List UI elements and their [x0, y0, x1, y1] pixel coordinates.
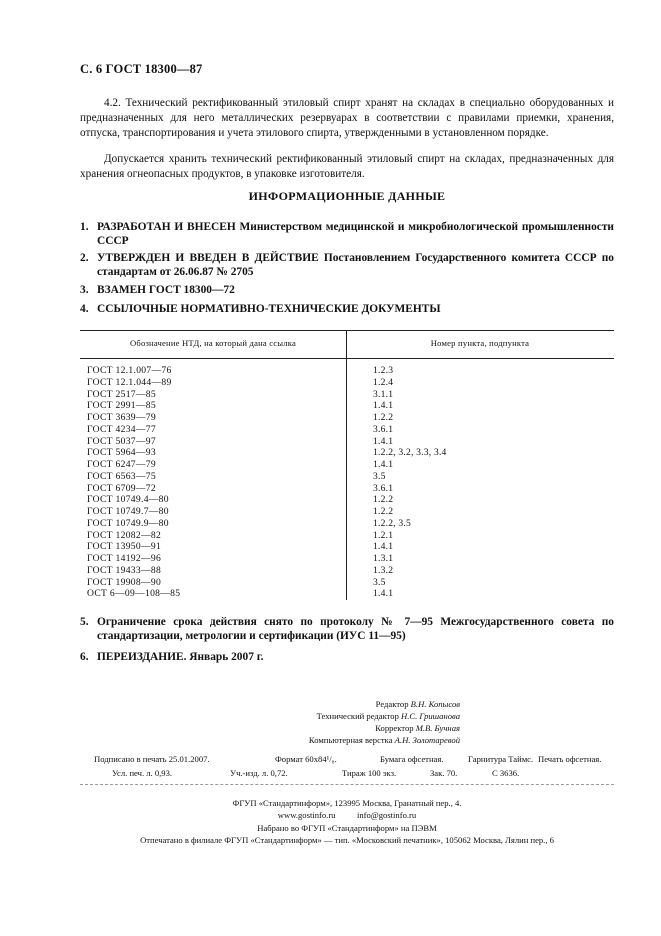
- paragraph-text: 4.2. Технический ректификованный этиловый спирт хранят на складах в специально оборудованных и предназначенных для него металлических резервуарах в соответствии с правилами приемки, хранения, отпуска, транспортирования и учета этилового спирта, утвержденными в установленном порядке.: [80, 97, 614, 139]
- table-row: [80, 412, 614, 424]
- cell-clause: 3.6.1: [373, 482, 394, 494]
- credit-tech-editor: Технический редактор Н.С. Гришанова: [316, 711, 460, 721]
- table-row: [80, 494, 614, 506]
- cell-designation: ГОСТ 2991—85: [87, 400, 156, 412]
- cell-clause: 1.2.2: [373, 412, 394, 423]
- section-title: ИНФОРМАЦИОННЫЕ ДАННЫЕ: [248, 189, 446, 203]
- cell-designation: ГОСТ 3639—79: [87, 412, 156, 423]
- cell-designation: ГОСТ 6563—75: [87, 470, 156, 482]
- footer-typeset: Набрано во ФГУП «Стандартинформ» на ПЭВМ: [257, 822, 437, 833]
- table-row: [80, 436, 614, 448]
- cell-designation: ГОСТ 4234—77: [87, 423, 156, 435]
- cell-designation: ГОСТ 19433—88: [87, 564, 162, 576]
- item-bold: УТВЕРЖДЕН И ВВЕДЕН В ДЕЙСТВИЕ: [97, 252, 319, 264]
- cell-clause: 1.2.2, 3.5: [373, 517, 411, 529]
- item-number: 6.: [80, 651, 89, 663]
- print-c: С 3636.: [492, 768, 520, 778]
- cell-clause: 1.2.2: [373, 494, 394, 506]
- table-row: [80, 459, 614, 471]
- print-format: Формат 60x84¹/₈.: [275, 754, 337, 764]
- table-row: [80, 365, 614, 377]
- credit-corrector: Корректор М.В. Бучная: [375, 723, 460, 733]
- table-rule-top: [80, 330, 614, 331]
- cell-designation: ГОСТ 10749.7—80: [87, 506, 169, 517]
- table-row: [80, 506, 614, 518]
- info-item-4: [80, 302, 614, 316]
- cell-designation: ГОСТ 13950—91: [87, 541, 162, 553]
- publisher-footer: [80, 797, 614, 847]
- cell-clause: 1.4.1: [373, 588, 394, 600]
- reference-documents-table: [80, 330, 614, 600]
- item-number: 3.: [80, 284, 89, 296]
- table-row: [80, 577, 614, 589]
- info-item-2: [80, 251, 614, 279]
- info-item-5: [80, 615, 614, 643]
- item-bold: РАЗРАБОТАН И ВНЕСЕН: [97, 221, 236, 233]
- item-number: 2.: [80, 252, 89, 264]
- cell-designation: ГОСТ 2517—85: [87, 388, 156, 400]
- credit-editor: Редактор В.Н. Копысов: [375, 699, 460, 709]
- cell-clause: 1.2.3: [373, 365, 394, 376]
- cell-clause: 1.3.2: [373, 564, 394, 576]
- cell-clause: 1.2.4: [373, 376, 394, 388]
- table-row: [80, 530, 614, 542]
- item-number: 5.: [80, 616, 89, 628]
- table-row: [80, 389, 614, 401]
- footer-address: ФГУП «Стандартинформ», 123995 Москва, Гранатный пер., 4.: [232, 798, 462, 808]
- print-run: Тираж 100 экз.: [342, 768, 397, 778]
- cell-clause: 3.6.1: [373, 423, 394, 435]
- print-order: Зак. 70.: [430, 768, 458, 778]
- cell-clause: 1.2.2: [373, 506, 394, 517]
- print-signed: Подписано в печать 25.01.2007.: [94, 754, 210, 764]
- table-row: [80, 471, 614, 483]
- cell-designation: ГОСТ 10749.4—80: [87, 494, 169, 506]
- cell-clause: 3.5: [373, 470, 386, 482]
- table-row: [80, 447, 614, 459]
- cell-designation: ГОСТ 12.1.007—76: [87, 365, 172, 376]
- item-text: Январь 2007 г.: [186, 651, 264, 663]
- table-row: [80, 377, 614, 389]
- item-text: Ограничение срока действия снято по протоколу № 7—95 Межгосударственного совета по стандартизации, метрологии и сертификации (ИУС 11—95): [97, 616, 614, 642]
- cell-designation: ГОСТ 5037—97: [87, 435, 156, 447]
- item-number: 1.: [80, 221, 89, 233]
- table-row: [80, 483, 614, 495]
- cell-clause: 1.4.1: [373, 435, 394, 447]
- cell-designation: ГОСТ 10749.9—80: [87, 517, 169, 529]
- table-body: [80, 365, 614, 600]
- credits-block: [250, 698, 460, 746]
- table-row: [80, 400, 614, 412]
- table-rule-header: [80, 358, 614, 359]
- paragraph-text: Допускается хранить технический ректификованный этиловый спирт на складах, предназначенных для хранения огнеопасных продуктов, в упаковке изготовителя.: [80, 153, 614, 180]
- paragraph-allowed-storage: [80, 152, 614, 182]
- item-text: Министерством медицинской и микробиологической промышленности СССР: [97, 221, 614, 247]
- cell-clause: 3.1.1: [373, 388, 394, 400]
- item-bold: ВЗАМЕН ГОСТ 18300—72: [97, 284, 235, 296]
- cell-designation: ГОСТ 6709—72: [87, 482, 156, 494]
- column-header-clause: Номер пункта, подпункта: [430, 338, 530, 348]
- print-method: Печать офсетная.: [538, 754, 602, 764]
- cell-clause: 1.2.2, 3.2, 3.3, 3.4: [373, 447, 447, 459]
- cell-clause: 1.2.1: [373, 529, 394, 541]
- item-number: 4.: [80, 303, 89, 315]
- cell-designation: ГОСТ 12.1.044—89: [87, 376, 172, 388]
- table-row: [80, 518, 614, 530]
- footer-divider: [80, 784, 614, 785]
- cell-designation: ГОСТ 14192—96: [87, 553, 162, 564]
- page-header: С. 6 ГОСТ 18300—87: [80, 62, 203, 76]
- cell-clause: 3.5: [373, 576, 386, 588]
- item-bold: ССЫЛОЧНЫЕ НОРМАТИВНО-ТЕХНИЧЕСКИЕ ДОКУМЕНТЫ: [97, 303, 441, 315]
- column-header-designation: Обозначение НТД, на который дана ссылка: [129, 338, 297, 348]
- cell-clause: 1.4.1: [373, 400, 394, 412]
- table-row: [80, 565, 614, 577]
- print-font: Гарнитура Таймс.: [468, 754, 534, 764]
- item-text: Постановлением Государственного комитета СССР по стандартам от 26.06.87 № 2705: [97, 252, 614, 278]
- table-row: [80, 424, 614, 436]
- cell-clause: 1.3.1: [373, 553, 394, 564]
- cell-designation: ГОСТ 6247—79: [87, 459, 156, 470]
- print-paper: Бумага офсетная.: [380, 754, 444, 764]
- cell-clause: 1.4.1: [373, 541, 394, 553]
- table-row: [80, 541, 614, 553]
- cell-designation: ГОСТ 5964—93: [87, 447, 156, 459]
- cell-designation: ОСТ 6—09—108—85: [87, 588, 181, 600]
- cell-designation: ГОСТ 12082—82: [87, 529, 162, 541]
- print-uch: Уч.-изд. л. 0,72.: [230, 768, 288, 778]
- item-bold: ПЕРЕИЗДАНИЕ.: [97, 651, 187, 663]
- cell-clause: 1.4.1: [373, 459, 394, 470]
- credit-layout: Компьютерная верстка А.Н. Золотаревой: [308, 735, 460, 745]
- table-row: [80, 588, 614, 600]
- paragraph-4-2: [80, 96, 614, 141]
- table-row: [80, 553, 614, 565]
- footer-web: www.gostinfo.ru info@gostinfo.ru: [277, 810, 417, 821]
- cell-designation: ГОСТ 19908—90: [87, 576, 162, 588]
- info-item-6: [80, 650, 614, 664]
- info-item-1: [80, 220, 614, 248]
- info-item-3: [80, 283, 614, 297]
- footer-printed: Отпечатано в филиале ФГУП «Стандартинформ» — тип. «Московский печатник», 105062 Москва, Лялин пер., 6: [140, 835, 554, 846]
- print-usl: Усл. печ. л. 0,93.: [112, 768, 173, 778]
